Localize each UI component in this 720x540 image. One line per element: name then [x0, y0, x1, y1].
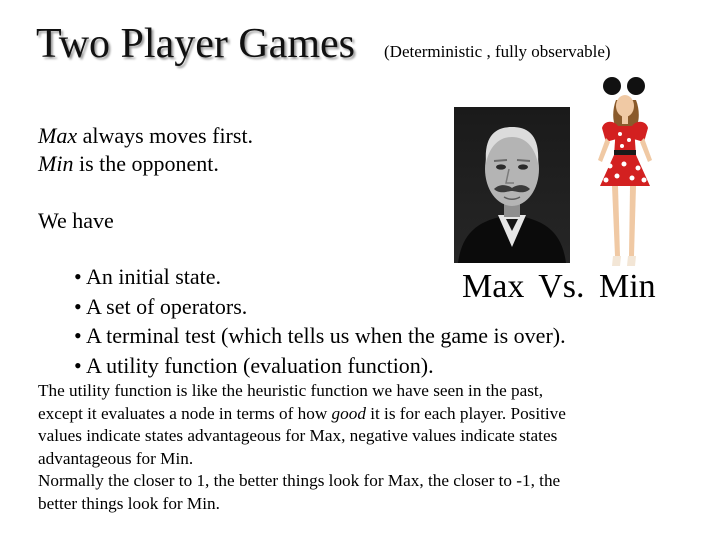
- intro-line-min: [38, 150, 253, 178]
- slide-title: Two Player Games: [36, 21, 355, 67]
- max-vs-min-label: Max Vs. Min: [462, 268, 656, 305]
- good-emphasis: good: [331, 403, 366, 423]
- bullet-item: • A utility function (evaluation function).: [74, 352, 434, 378]
- min-costume-illustration: [590, 76, 670, 272]
- max-portrait-photo: [454, 107, 570, 263]
- bullet-item: • An initial state.: [74, 264, 222, 289]
- paragraph-line: advantageous for Min.: [38, 448, 194, 468]
- min-emphasis: Min: [38, 151, 74, 176]
- we-have-label: We have: [38, 208, 114, 233]
- paragraph-line: values indicate states advantageous for Max, negative values indicate states: [38, 426, 558, 445]
- paragraph-line: better things look for Min.: [38, 493, 220, 513]
- intro-text: [38, 122, 253, 178]
- intro-line-rest: always moves first.: [77, 123, 254, 148]
- intro-line-max: [38, 122, 253, 150]
- paragraph-text: except it evaluates a node in terms of how: [38, 403, 332, 423]
- paragraph-line: The utility function is like the heuristic function we have seen in the past,: [38, 381, 543, 400]
- slide-subtitle: (Deterministic , fully observable): [384, 42, 611, 61]
- max-portrait-illustration: [454, 107, 570, 263]
- max-emphasis: Max: [38, 123, 78, 148]
- bullet-item: • A set of operators.: [74, 293, 248, 319]
- bullet-item: • A terminal test (which tells us when the game is over).: [74, 323, 566, 348]
- paragraph-text: it is for each player. Positive: [365, 403, 566, 423]
- paragraph-line: [38, 403, 668, 426]
- min-costume-photo: [590, 76, 670, 272]
- intro-line-rest: is the opponent.: [73, 151, 219, 176]
- paragraph-line: Normally the closer to 1, the better things look for Max, the closer to -1, the: [38, 471, 561, 490]
- utility-paragraph: [38, 380, 668, 515]
